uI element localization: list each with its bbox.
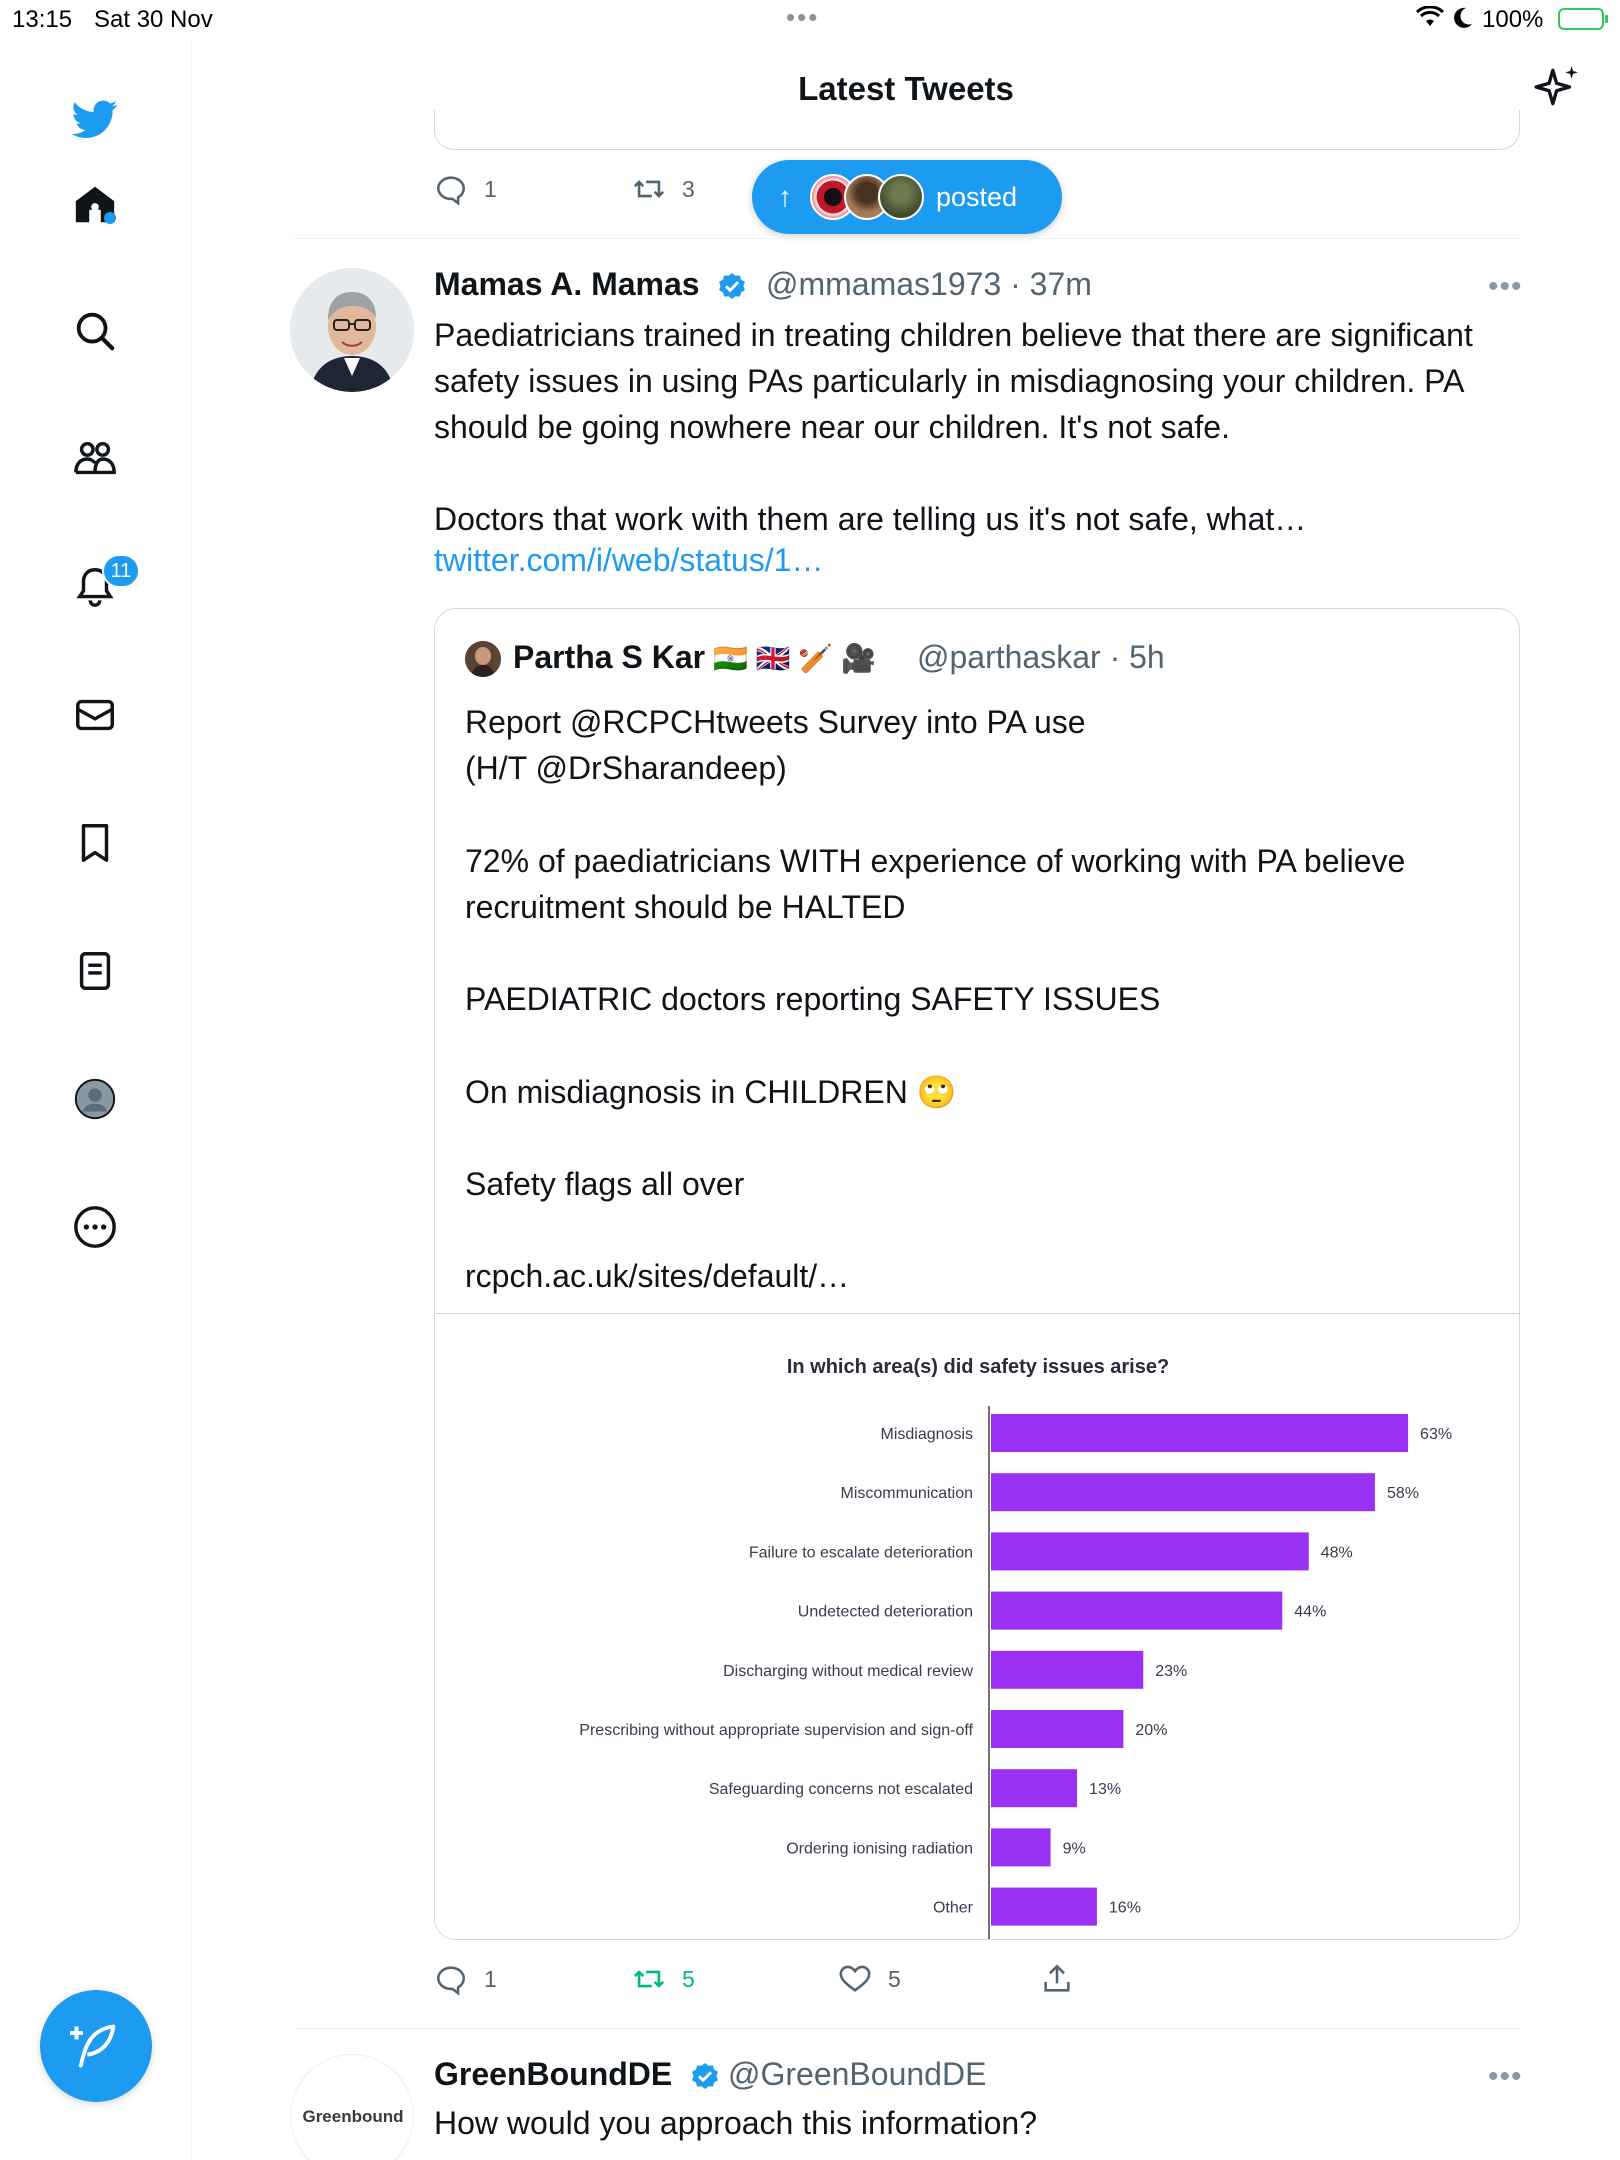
quoted-author-name	[513, 639, 876, 676]
prev-retweet-count: 3	[682, 175, 695, 202]
status-date: Sat 30 Nov	[94, 6, 213, 33]
battery-percent: 100%	[1482, 6, 1544, 33]
search-icon[interactable]	[66, 302, 124, 360]
quoted-author-meta	[917, 639, 1165, 676]
chart-bar	[991, 1710, 1123, 1748]
prev-reply-button[interactable]	[434, 172, 497, 206]
quoted-author-flags: 🇮🇳 🇬🇧 🏏 🎥	[713, 643, 876, 674]
like-count: 5	[888, 1965, 901, 1992]
poster-avatar	[878, 174, 924, 220]
chart-bar	[991, 1828, 1051, 1866]
chart-value-label: 44%	[1294, 1603, 1327, 1621]
quoted-author-avatar	[465, 641, 501, 677]
home-icon[interactable]	[66, 176, 124, 234]
chart-category-label: Undetected deterioration	[797, 1603, 973, 1621]
retweet-icon	[632, 172, 666, 206]
verified-badge-icon	[716, 271, 748, 303]
bar-chart	[435, 1314, 1520, 1940]
moon-icon	[1452, 6, 1474, 37]
quoted-tweet-text: Report @RCPCHtweets Survey into PA use (H/T @DrSharandeep) 72% of paediatricians WITH experience of working with PA believe recruitment should be HALTED PAEDIATRIC doctors reporting SAFETY ISSUES On misdiagnosis in CHILDREN 🙄 Safety flags all over rcpch.ac.uk/sites/default/…	[465, 704, 1406, 1295]
messages-icon[interactable]	[66, 686, 124, 744]
home-unread-dot	[104, 212, 116, 224]
compose-tweet-button[interactable]	[40, 1990, 152, 2102]
chart-value-label: 16%	[1108, 1899, 1141, 1917]
notification-badge: 11	[102, 554, 140, 588]
quoted-author-handle: @parthaskar	[917, 639, 1101, 675]
chart-value-label: 63%	[1420, 1426, 1453, 1443]
chart-value-label: 23%	[1155, 1662, 1188, 1680]
chart-category-label: Ordering ionising radiation	[786, 1840, 973, 1858]
tweet-more-icon[interactable]: •••	[1488, 2060, 1523, 2093]
chart-category-label: Misdiagnosis	[880, 1426, 973, 1443]
chart-bar	[991, 1532, 1309, 1570]
wifi-icon	[1416, 6, 1444, 35]
chart-bar	[991, 1769, 1077, 1807]
chart-category-label: Failure to escalate deterioration	[748, 1544, 973, 1562]
twitter-logo-icon[interactable]	[66, 90, 124, 148]
quoted-author-name-text: Partha S Kar	[513, 639, 706, 675]
author-meta	[766, 266, 1092, 303]
multitask-dots-icon[interactable]: •••	[786, 2, 820, 32]
meta-separator: ·	[1100, 639, 1130, 675]
profile-avatar-icon[interactable]	[66, 1070, 124, 1128]
author-name[interactable]	[434, 2056, 721, 2093]
lists-icon[interactable]	[66, 942, 124, 1000]
quoted-tweet-image[interactable]	[435, 1313, 1520, 1940]
prev-reply-count: 1	[484, 175, 497, 202]
prev-retweet-button[interactable]	[632, 172, 695, 206]
chart-bar	[991, 1414, 1408, 1452]
tweet-time[interactable]: 37m	[1029, 266, 1092, 302]
divider	[292, 2028, 1520, 2029]
compose-feather-icon	[70, 2020, 122, 2072]
chart-value-label: 13%	[1089, 1781, 1122, 1799]
heart-icon	[838, 1962, 872, 1996]
sparkle-icon[interactable]	[1532, 62, 1582, 112]
tweet-link[interactable]: twitter.com/i/web/status/1…	[434, 542, 824, 578]
sidebar-nav	[0, 40, 192, 2160]
communities-icon[interactable]	[66, 430, 124, 488]
tweet-text: How would you approach this information?	[434, 2105, 1037, 2141]
reply-icon	[434, 172, 468, 206]
bookmark-icon[interactable]	[66, 814, 124, 872]
reply-count: 1	[484, 1965, 497, 1992]
status-bar	[0, 0, 1620, 40]
chart-category-label: Discharging without medical review	[723, 1662, 973, 1680]
chart-bar	[991, 1651, 1143, 1689]
author-name-text: Mamas A. Mamas	[434, 266, 700, 302]
battery-icon: ⚡	[1558, 8, 1604, 30]
meta-separator: ·	[1001, 266, 1030, 302]
divider	[292, 238, 1520, 239]
status-time: 13:15	[12, 6, 73, 33]
quoted-tweet-card[interactable]	[434, 608, 1520, 1940]
chart-category-label: Miscommunication	[840, 1485, 973, 1503]
greenbound-logo-text: Greenbound	[302, 2107, 404, 2126]
more-options-icon[interactable]	[66, 1198, 124, 1256]
chart-category-label: Safeguarding concerns not escalated	[708, 1781, 973, 1799]
author-handle[interactable]: @GreenBoundDE	[728, 2056, 987, 2092]
chart-value-label: 58%	[1386, 1485, 1419, 1503]
arrow-up-icon: ↑	[778, 181, 792, 212]
chart-bar	[991, 1888, 1097, 1926]
chart-bar	[991, 1473, 1375, 1511]
verified-badge-icon	[689, 2061, 721, 2093]
author-name[interactable]	[434, 266, 748, 303]
chart-bar	[991, 1592, 1282, 1630]
chart-value-label: 20%	[1135, 1722, 1168, 1739]
retweet-count: 5	[682, 1965, 695, 1992]
author-avatar[interactable]	[290, 268, 414, 392]
tweet-text: Paediatricians trained in treating children believe that there are significant safety issues in using PAs particularly in misdiagnosing your children. PA should be going nowhere near our children. It's not safe. Doctors that work with them are telling us it's not safe, what…	[434, 317, 1473, 537]
previous-quote-card-edge	[434, 110, 1520, 150]
new-posts-pill[interactable]	[752, 160, 1062, 234]
share-button[interactable]	[1040, 1962, 1090, 1996]
reply-button[interactable]	[434, 1962, 497, 1996]
like-button[interactable]	[838, 1962, 901, 1996]
chart-value-label: 9%	[1062, 1840, 1086, 1858]
quoted-tweet-time: 5h	[1129, 639, 1165, 675]
posted-avatars	[810, 174, 924, 220]
author-name-text: GreenBoundDE	[434, 2056, 673, 2092]
posted-label: posted	[936, 181, 1018, 212]
page-title: Latest Tweets	[798, 70, 1014, 107]
share-icon	[1040, 1962, 1074, 1996]
chart-category-label: Prescribing without appropriate supervision and sign-off	[579, 1722, 973, 1739]
retweet-icon	[632, 1962, 666, 1996]
chart-category-label: Other	[932, 1899, 973, 1917]
reply-icon	[434, 1962, 468, 1996]
author-handle[interactable]: @mmamas1973	[766, 266, 1002, 302]
tweet-more-icon[interactable]: •••	[1488, 270, 1523, 303]
chart-title: In which area(s) did safety issues arise?	[786, 1356, 1170, 1378]
author-avatar[interactable]	[290, 2054, 414, 2160]
retweet-button[interactable]	[632, 1962, 695, 1996]
chart-value-label: 48%	[1320, 1544, 1353, 1562]
